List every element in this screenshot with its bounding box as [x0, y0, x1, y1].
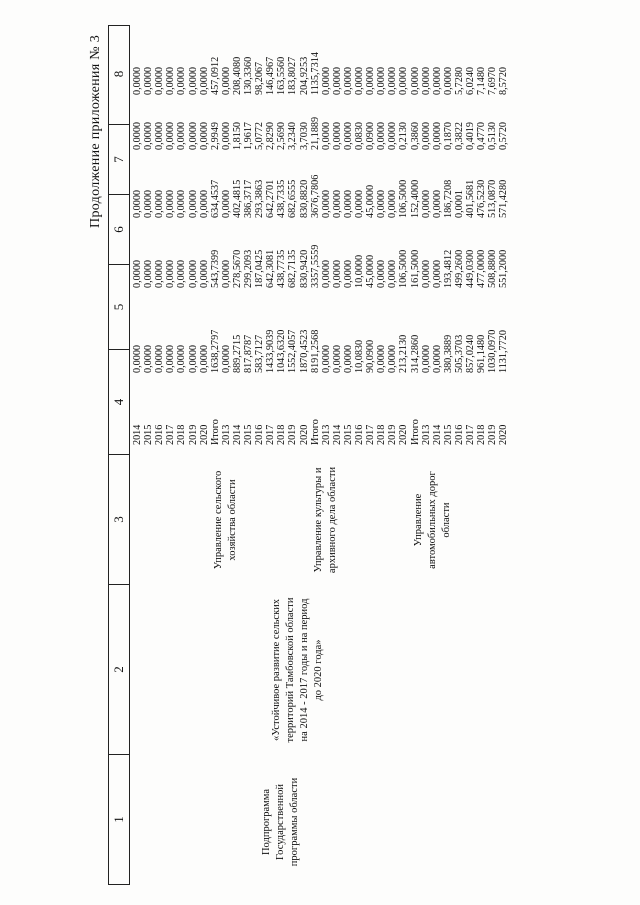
header-col-4: 4	[109, 349, 129, 454]
row-year: 2018	[376, 424, 388, 445]
cell-c6: 293,3863	[254, 179, 266, 218]
cell-c4: 1131,7720	[498, 330, 510, 373]
cell-c4: 0,0000	[320, 344, 332, 373]
cell-c4: 8191,2568	[309, 329, 321, 373]
row-year: 2020	[398, 424, 410, 445]
cell-c7: 0,0000	[143, 121, 155, 150]
program-label: Подпрограмма Государственной программы области	[261, 777, 300, 867]
cell-c4: 0,0000	[165, 344, 177, 373]
cell-c6: 0,0000	[143, 189, 155, 218]
cell-c8: 8,5720	[498, 66, 510, 95]
cell-c7: 0,5130	[487, 121, 499, 150]
cell-c7: 2,5690	[276, 121, 288, 150]
cell-c7: 0,0000	[431, 121, 443, 150]
cell-c6: 0,0000	[176, 189, 188, 218]
cell-c8: 6,0240	[465, 66, 476, 95]
cell-c7: 0,3860	[409, 121, 421, 150]
cell-c8: 7,6970	[487, 66, 499, 95]
cell-c6: 3676,7806	[309, 174, 321, 218]
header-col-8: 8	[111, 70, 126, 78]
cell-c8: 5,7280	[453, 66, 465, 95]
row-year: 2015	[243, 424, 254, 445]
row-year: 2014	[431, 424, 443, 445]
cell-c6: 152,4000	[409, 179, 421, 218]
cell-c7: 5,0772	[254, 121, 266, 150]
cell-c6: 830,8820	[298, 179, 310, 218]
cell-c4: 0,0000	[220, 344, 232, 373]
cell-c8: 7,1480	[476, 66, 488, 95]
cell-c5: 0,0000	[176, 259, 188, 288]
cell-c5: 449,0300	[465, 249, 476, 288]
cell-c6: 0,0000	[320, 189, 332, 218]
cell-c5: 0,0000	[132, 259, 143, 288]
row-year: 2015	[342, 424, 354, 445]
cell-c8: 0,0000	[431, 66, 443, 95]
cell-c7: 0,0000	[420, 121, 432, 150]
row-year: 2016	[254, 424, 266, 445]
cell-c8: 0,0000	[165, 66, 177, 95]
cell-c4: 380,3889	[442, 334, 454, 373]
cell-c8: 98,2067	[254, 61, 266, 95]
row-year: 2019	[487, 424, 499, 445]
cell-c6: 0,0000	[154, 189, 166, 218]
cell-c7: 0,0000	[154, 121, 166, 150]
cell-c7: 0,0000	[376, 121, 388, 150]
cell-c7: 21,1889	[309, 116, 321, 150]
cell-c7: 0,3822	[453, 121, 465, 150]
cell-c6: 0,0001	[453, 189, 465, 218]
column-number-header	[108, 25, 130, 885]
cell-c8: 0,0000	[342, 66, 354, 95]
cell-c8: 130,3360	[243, 56, 254, 95]
cell-c6: 0,0000	[420, 189, 432, 218]
cell-c7: 0,0000	[198, 121, 210, 150]
row-year: 2019	[287, 424, 299, 445]
cell-c5: 0,0000	[154, 259, 166, 288]
cell-c6: 0,0000	[187, 189, 199, 218]
cell-c5: 682,7135	[287, 249, 299, 288]
cell-c8: 0,0000	[187, 66, 199, 95]
cell-c6: 634,4537	[209, 179, 221, 218]
cell-c4: 0,0000	[143, 344, 155, 373]
cell-c8: 0,0000	[220, 66, 232, 95]
cell-c5: 0,0000	[198, 259, 210, 288]
cell-c4: 1638,2797	[209, 329, 221, 373]
cell-c4: 0,0000	[176, 344, 188, 373]
cell-c4: 583,7127	[254, 334, 266, 373]
cell-c4: 857,0240	[465, 334, 476, 373]
cell-c6: 513,0870	[487, 179, 499, 218]
cell-c4: 0,0000	[198, 344, 210, 373]
row-year: 2015	[442, 424, 454, 445]
cell-c5: 299,2093	[243, 249, 254, 288]
cell-c4: 314,2860	[409, 334, 421, 373]
cell-c4: 889,2715	[231, 334, 243, 373]
cell-c5: 10,0000	[354, 254, 365, 288]
cell-c8: 0,0000	[354, 66, 365, 95]
row-year: 2020	[298, 424, 310, 445]
cell-c6: 0,0000	[376, 189, 388, 218]
cell-c7: 0,0000	[320, 121, 332, 150]
cell-c8: 0,0000	[398, 66, 410, 95]
cell-c5: 508,8800	[487, 249, 499, 288]
header-col-3: 3	[109, 454, 129, 584]
row-year: 2020	[498, 424, 510, 445]
row-year: 2017	[365, 424, 377, 445]
cell-c6: 402,4815	[231, 179, 243, 218]
cell-c6: 0,0000	[198, 189, 210, 218]
cell-c7: 0,0000	[220, 121, 232, 150]
cell-c4: 0,0000	[420, 344, 432, 373]
cell-c7: 2,8290	[265, 121, 277, 150]
cell-c7: 1,8150	[231, 121, 243, 150]
cell-c6: 0,0000	[132, 189, 143, 218]
cell-c5: 0,0000	[342, 259, 354, 288]
row-year: 2020	[198, 424, 210, 445]
cell-c4: 1433,9039	[265, 329, 277, 373]
cell-c5: 0,0000	[320, 259, 332, 288]
cell-c8: 163,5560	[276, 56, 288, 95]
cell-c7: 0,2130	[398, 121, 410, 150]
row-year: 2019	[187, 424, 199, 445]
agency-label: Управление автомобильных дорог области	[412, 471, 452, 569]
cell-c4: 0,0000	[387, 344, 399, 373]
row-year: 2018	[276, 424, 288, 445]
row-year: 2017	[465, 424, 476, 445]
cell-c7: 0,0000	[187, 121, 199, 150]
cell-c7: 0,0000	[165, 121, 177, 150]
cell-c5: 187,0425	[254, 249, 266, 288]
cell-c6: 0,0000	[331, 189, 343, 218]
agency-label: Управление культуры и архивного дела области	[312, 466, 338, 574]
cell-c7: 0,0000	[331, 121, 343, 150]
cell-c8: 0,0000	[176, 66, 188, 95]
cell-c7: 1,9617	[243, 121, 254, 150]
cell-c5: 0,0000	[187, 259, 199, 288]
appendix-caption: Продолжение приложения № 3	[88, 35, 103, 228]
cell-c4: 1552,4057	[287, 329, 299, 373]
row-year: 2017	[265, 424, 277, 445]
row-year: Итого	[209, 419, 221, 445]
cell-c5: 543,7399	[209, 249, 221, 288]
cell-c8: 0,0000	[409, 66, 421, 95]
cell-c7: 0,4770	[476, 121, 488, 150]
cell-c7: 0,0000	[132, 121, 143, 150]
cell-c7: 0,4019	[465, 121, 476, 150]
row-year: 2016	[154, 424, 166, 445]
row-year: 2016	[354, 424, 365, 445]
cell-c6: 0,0000	[165, 189, 177, 218]
cell-c5: 0,0000	[331, 259, 343, 288]
cell-c5: 161,5000	[409, 249, 421, 288]
header-col-2: 2	[109, 584, 129, 754]
cell-c6: 0,0000	[431, 189, 443, 218]
cell-c5: 0,0000	[143, 259, 155, 288]
cell-c8: 0,0000	[442, 66, 454, 95]
cell-c8: 1135,7314	[309, 52, 321, 95]
cell-c6: 682,6555	[287, 179, 299, 218]
cell-c6: 186,7208	[442, 179, 454, 218]
cell-c7: 3,7030	[298, 121, 310, 150]
cell-c5: 551,2000	[498, 249, 510, 288]
cell-c4: 0,0000	[331, 344, 343, 373]
cell-c8: 0,0000	[376, 66, 388, 95]
cell-c6: 438,7335	[276, 179, 288, 218]
cell-c8: 0,0000	[365, 66, 377, 95]
cell-c4: 0,0000	[187, 344, 199, 373]
cell-c7: 0,1870	[442, 121, 454, 150]
cell-c4: 1043,6320	[276, 329, 288, 373]
cell-c5: 0,0000	[376, 259, 388, 288]
cell-c6: 476,5230	[476, 179, 488, 218]
cell-c7: 0,0900	[365, 121, 377, 150]
header-col-6: 6	[109, 194, 129, 264]
cell-c8: 204,9253	[298, 56, 310, 95]
row-year: 2015	[143, 424, 155, 445]
cell-c6: 0,0000	[342, 189, 354, 218]
cell-c8: 0,0000	[331, 66, 343, 95]
row-year: Итого	[409, 419, 421, 445]
cell-c4: 1030,0970	[487, 329, 499, 373]
cell-c4: 10,0830	[354, 339, 365, 373]
cell-c5: 3357,5559	[309, 244, 321, 288]
cell-c7: 0,5720	[498, 121, 510, 150]
cell-c5: 642,3081	[265, 249, 277, 288]
header-col-1: 1	[109, 754, 129, 884]
cell-c6: 401,5681	[465, 179, 476, 218]
cell-c8: 208,4080	[231, 56, 243, 95]
row-year: 2014	[132, 424, 143, 445]
cell-c5: 0,0000	[220, 259, 232, 288]
cell-c5: 0,0000	[165, 259, 177, 288]
cell-c8: 0,0000	[198, 66, 210, 95]
row-year: 2018	[476, 424, 488, 445]
cell-c8: 0,0000	[132, 66, 143, 95]
row-year: 2017	[165, 424, 177, 445]
cell-c8: 183,8027	[287, 56, 299, 95]
cell-c5: 0,0000	[387, 259, 399, 288]
program-name: «Устойчивое развитие сельских территорий Тамбовской области на 2014 - 2017 годы и на период до 2020 года»	[271, 597, 324, 743]
cell-c8: 0,0000	[154, 66, 166, 95]
cell-c5: 499,2600	[453, 249, 465, 288]
cell-c6: 386,3717	[243, 179, 254, 218]
cell-c6: 0,0000	[354, 189, 365, 218]
cell-c5: 193,4812	[442, 249, 454, 288]
cell-c6: 642,2701	[265, 179, 277, 218]
table-body	[130, 25, 630, 885]
cell-c8: 146,4967	[265, 56, 277, 95]
cell-c4: 0,0000	[431, 344, 443, 373]
header-col-5: 5	[109, 264, 129, 349]
cell-c4: 1870,4523	[298, 329, 310, 373]
row-year: 2016	[453, 424, 465, 445]
cell-c6: 0,0000	[220, 189, 232, 218]
agency-label: Управление сельского хозяйства области	[212, 470, 238, 570]
cell-c7: 3,2340	[287, 121, 299, 150]
cell-c7: 0,0000	[342, 121, 354, 150]
cell-c7: 0,0000	[176, 121, 188, 150]
cell-c8: 0,0000	[420, 66, 432, 95]
cell-c5: 830,9420	[298, 249, 310, 288]
row-year: 2013	[420, 424, 432, 445]
row-year: 2014	[331, 424, 343, 445]
cell-c6: 106,5000	[398, 179, 410, 218]
cell-c7: 0,0000	[387, 121, 399, 150]
cell-c6: 571,4280	[498, 179, 510, 218]
row-year: 2014	[231, 424, 243, 445]
header-col-7: 7	[109, 124, 129, 194]
cell-c4: 0,0000	[132, 344, 143, 373]
cell-c6: 0,0000	[387, 189, 399, 218]
cell-c5: 0,0000	[431, 259, 443, 288]
cell-c8: 0,0000	[387, 66, 399, 95]
row-year: 2019	[387, 424, 399, 445]
row-year: 2018	[176, 424, 188, 445]
cell-c8: 457,0912	[209, 56, 221, 95]
cell-c4: 0,0000	[154, 344, 166, 373]
rotated-table-page	[90, 25, 636, 885]
row-year: Итого	[309, 419, 321, 445]
cell-c5: 106,5000	[398, 249, 410, 288]
cell-c4: 213,2130	[398, 334, 410, 373]
cell-c4: 817,8787	[243, 334, 254, 373]
cell-c5: 45,0000	[365, 254, 377, 288]
cell-c4: 505,3703	[453, 334, 465, 373]
cell-c7: 2,9949	[209, 121, 221, 150]
cell-c6: 45,0000	[365, 184, 377, 218]
cell-c4: 90,0900	[365, 339, 377, 373]
cell-c8: 0,0000	[143, 66, 155, 95]
cell-c4: 0,0000	[376, 344, 388, 373]
cell-c4: 961,1480	[476, 334, 488, 373]
cell-c5: 278,5670	[231, 249, 243, 288]
cell-c8: 0,0000	[320, 66, 332, 95]
cell-c5: 438,7735	[276, 249, 288, 288]
row-year: 2013	[220, 424, 232, 445]
cell-c5: 477,0000	[476, 249, 488, 288]
cell-c4: 0,0000	[342, 344, 354, 373]
row-year: 2013	[320, 424, 332, 445]
cell-c5: 0,0000	[420, 259, 432, 288]
cell-c7: 0,0830	[354, 121, 365, 150]
